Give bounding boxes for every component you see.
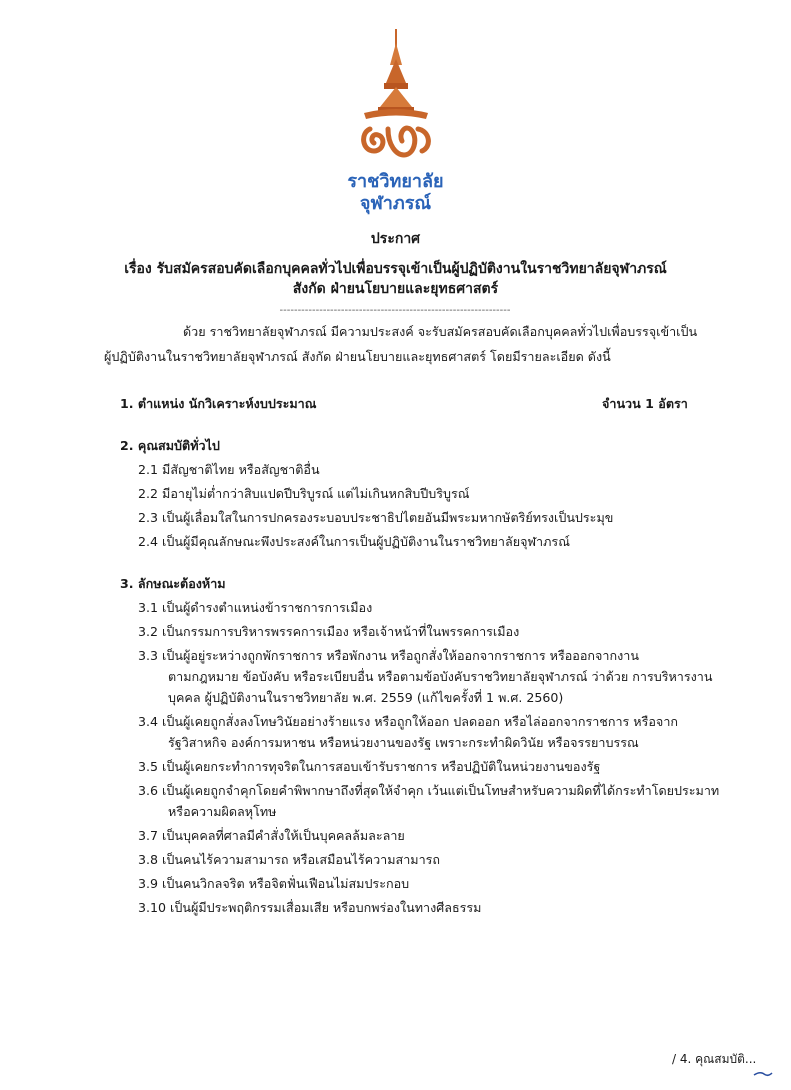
prohibition-line: ตามกฎหมาย ข้อบังคับ หรือระเบียบอื่น หรือตามข้อบังคับราชวิทยาลัยจุฬาภรณ์ ว่าด้วย การบริหารงาน [168, 669, 713, 684]
announcement-subject: เรื่อง รับสมัครสอบคัดเลือกบุคคลทั่วไปเพื่อบรรจุเข้าเป็นผู้ปฏิบัติงานในราชวิทยาลัยจุฬาภรณ์ [124, 261, 667, 277]
prohibition-line: 3.9 เป็นคนวิกลจริต หรือจิตฟั่นเฟือนไม่สมประกอบ [138, 876, 410, 891]
prohibition-line: 3.2 เป็นกรรมการบริหารพรรคการเมือง หรือเจ้าหน้าที่ในพรรคการเมือง [138, 624, 520, 639]
qualification-item: 2.1 มีสัญชาติไทย หรือสัญชาติอื่น [138, 462, 320, 477]
prohibitions-title: 3. ลักษณะต้องห้าม [120, 576, 226, 591]
announcement-title: ประกาศ [370, 231, 421, 247]
position-count: จำนวน 1 อัตรา [602, 396, 688, 411]
pen-mark-icon [752, 1068, 774, 1078]
qualification-item: 2.3 เป็นผู้เลื่อมใสในการปกครองระบอบประชาธิปไตยอันมีพระมหากษัตริย์ทรงเป็นประมุข [138, 510, 614, 525]
prohibition-line: รัฐวิสาหกิจ องค์การมหาชน หรือหน่วยงานของรัฐ เพราะกระทำผิดวินัย หรือจรรยาบรรณ [168, 735, 639, 750]
position-label: 1. ตำแหน่ง นักวิเคราะห์งบประมาณ [120, 396, 317, 411]
intro-line-1: ด้วย ราชวิทยาลัยจุฬาภรณ์ มีความประสงค์ จะรับสมัครสอบคัดเลือกบุคคลทั่วไปเพื่อบรรจุเข้าเป็น [183, 324, 698, 339]
college-logo-icon [340, 25, 452, 177]
qualification-item: 2.2 มีอายุไม่ต่ำกว่าสิบแปดปีบริบูรณ์ แต่ไม่เกินหกสิบปีบริบูรณ์ [138, 486, 470, 501]
prohibition-line: บุคคล ผู้ปฏิบัติงานในราชวิทยาลัย พ.ศ. 2559 (แก้ไขครั้งที่ 1 พ.ศ. 2560) [168, 690, 564, 705]
separator-line: ---------------------------------------------------------------- [279, 305, 511, 316]
prohibition-line: หรือความผิดลหุโทษ [168, 804, 277, 819]
continuation-note: / 4. คุณสมบัติ... [672, 1052, 757, 1066]
intro-line-2: ผู้ปฏิบัติงานในราชวิทยาลัยจุฬาภรณ์ สังกัด ฝ่ายนโยบายและยุทธศาสตร์ โดยมีรายละเอียด ดังนี้ [104, 349, 611, 364]
qualifications-title: 2. คุณสมบัติทั่วไป [120, 438, 220, 453]
prohibition-line: 3.3 เป็นผู้อยู่ระหว่างถูกพักราชการ หรือพักงาน หรือถูกสั่งให้ออกจากราชการ หรือออกจากงาน [138, 648, 639, 663]
prohibition-line: 3.6 เป็นผู้เคยถูกจำคุกโดยคำพิพากษาถึงที่สุดให้จำคุก เว้นแต่เป็นโทษสำหรับความผิดที่ได้กระทำโดยประมาท [138, 783, 720, 798]
prohibition-line: 3.8 เป็นคนไร้ความสามารถ หรือเสมือนไร้ความสามารถ [138, 852, 441, 867]
announcement-department: สังกัด ฝ่ายนโยบายและยุทธศาสตร์ [292, 281, 499, 297]
prohibition-line: 3.4 เป็นผู้เคยถูกสั่งลงโทษวินัยอย่างร้ายแรง หรือถูกให้ออก ปลดออก หรือไล่ออกจากราชการ หรือจาก [138, 714, 679, 729]
prohibition-line: 3.1 เป็นผู้ดำรงตำแหน่งข้าราชการการเมือง [138, 600, 373, 615]
prohibition-line: 3.5 เป็นผู้เคยกระทำการทุจริตในการสอบเข้ารับราชการ หรือปฏิบัติในหน่วยงานของรัฐ [138, 759, 601, 774]
institution-name-line1: ราชวิทยาลัย [347, 171, 444, 192]
prohibition-line: 3.7 เป็นบุคคลที่ศาลมีคำสั่งให้เป็นบุคคลล้มละลาย [138, 828, 405, 843]
qualification-item: 2.4 เป็นผู้มีคุณลักษณะพึงประสงค์ในการเป็นผู้ปฏิบัติงานในราชวิทยาลัยจุฬาภรณ์ [138, 534, 570, 549]
institution-name-line2: จุฬาภรณ์ [359, 193, 432, 214]
prohibition-line: 3.10 เป็นผู้มีประพฤติกรรมเสื่อมเสีย หรือบกพร่องในทางศีลธรรม [138, 900, 482, 915]
